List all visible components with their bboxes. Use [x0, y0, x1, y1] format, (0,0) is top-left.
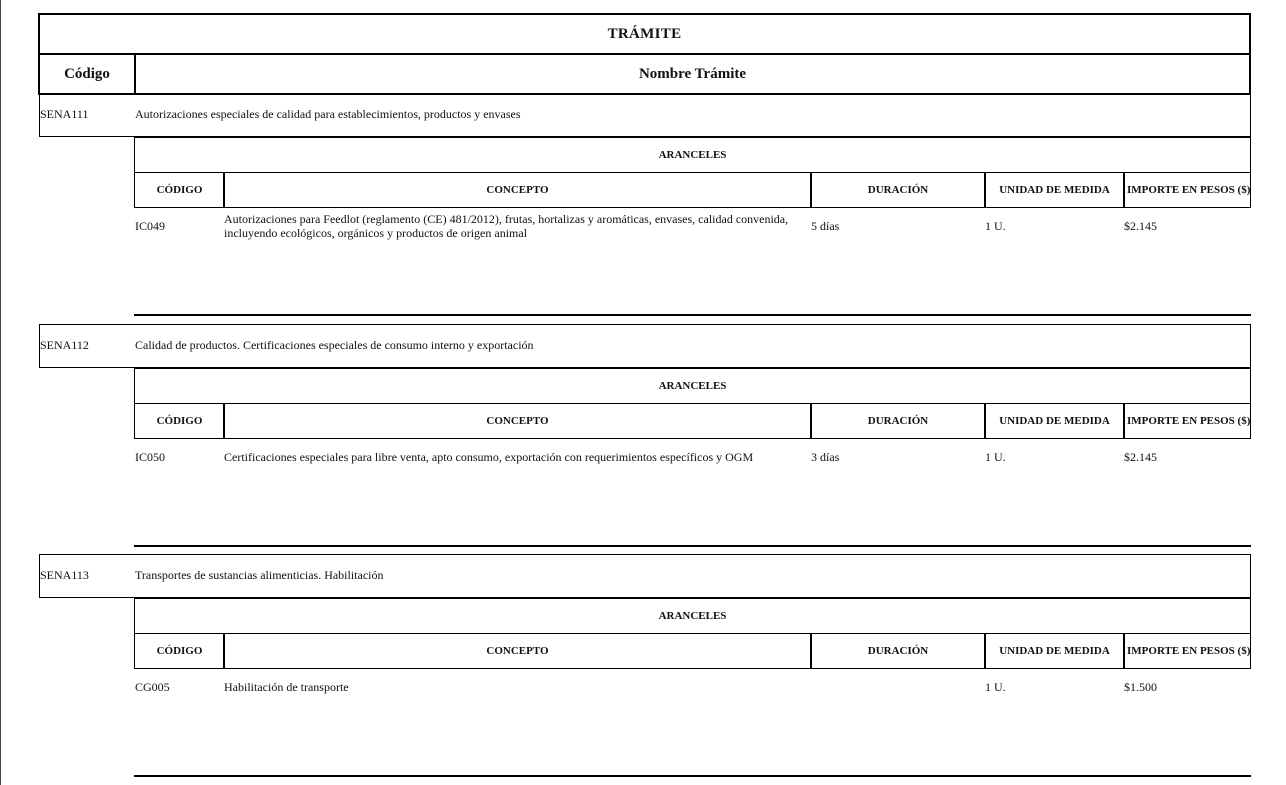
arancel-col-codigo: [134, 172, 225, 208]
arancel-col-codigo: [134, 403, 225, 439]
column-header-codigo-label: Código: [64, 65, 110, 82]
arancel-col-importe-label: IMPORTE EN PESOS ($): [1127, 645, 1251, 657]
arancel-col-importe: [1123, 403, 1251, 439]
arancel-col-concepto-label: CONCEPTO: [486, 184, 549, 196]
arancel-concepto: Autorizaciones para Feedlot (reglamento (CE) 481/2012), frutas, hortalizas y aromáticas, envases, calidad convenida, incluyendo ecológicos, orgánicos y productos de origen animal: [224, 212, 789, 240]
arancel-importe: $1.500: [1124, 680, 1157, 694]
arancel-col-importe: [1123, 172, 1251, 208]
arancel-col-codigo-label: CÓDIGO: [156, 184, 203, 196]
arancel-col-unidad: [984, 403, 1125, 439]
tramite-nombre: Autorizaciones especiales de calidad para establecimientos, productos y envases: [135, 107, 521, 121]
tramite-codigo: SENA113: [40, 568, 89, 582]
arancel-col-concepto-label: CONCEPTO: [486, 645, 549, 657]
arancel-codigo: CG005: [135, 680, 170, 694]
title-text: TRÁMITE: [607, 25, 682, 42]
tramite-codigo: SENA111: [40, 107, 89, 121]
arancel-col-duracion-label: DURACIÓN: [867, 645, 929, 657]
arancel-col-concepto-label: CONCEPTO: [486, 415, 549, 427]
section-divider: [134, 545, 1251, 547]
arancel-col-duracion: [810, 403, 986, 439]
arancel-col-unidad: [984, 633, 1125, 669]
arancel-col-concepto: [223, 172, 812, 208]
tramite-row: [39, 93, 1251, 137]
arancel-col-concepto: [223, 403, 812, 439]
arancel-col-concepto: [223, 633, 812, 669]
section-divider: [134, 775, 1251, 777]
arancel-col-unidad: [984, 172, 1125, 208]
aranceles-title-text: ARANCELES: [658, 610, 727, 622]
tramite-codigo: SENA112: [40, 338, 89, 352]
arancel-col-duracion: [810, 633, 986, 669]
aranceles-title-text: ARANCELES: [658, 149, 727, 161]
arancel-col-unidad-label: UNIDAD DE MEDIDA: [999, 184, 1110, 196]
aranceles-title-text: ARANCELES: [658, 380, 727, 392]
arancel-importe: $2.145: [1124, 450, 1157, 464]
arancel-col-unidad-label: UNIDAD DE MEDIDA: [999, 415, 1110, 427]
aranceles-title: [134, 598, 1251, 634]
arancel-importe: $2.145: [1124, 219, 1157, 233]
table-title: [38, 13, 1251, 55]
arancel-col-duracion-label: DURACIÓN: [867, 184, 929, 196]
tramite-row: [39, 554, 1251, 598]
arancel-concepto: Habilitación de transporte: [224, 680, 349, 694]
arancel-col-codigo: [134, 633, 225, 669]
page-left-border: [0, 0, 1, 785]
arancel-col-codigo-label: CÓDIGO: [156, 415, 203, 427]
arancel-unidad: 1 U.: [985, 450, 1006, 464]
arancel-col-duracion-label: DURACIÓN: [867, 415, 929, 427]
tramite-row: [39, 324, 1251, 368]
arancel-col-duracion: [810, 172, 986, 208]
column-header-nombre-label: Nombre Trámite: [638, 65, 747, 82]
arancel-concepto: Certificaciones especiales para libre venta, apto consumo, exportación con requerimientos específicos y OGM: [224, 450, 754, 464]
arancel-col-unidad-label: UNIDAD DE MEDIDA: [999, 645, 1110, 657]
arancel-col-importe-label: IMPORTE EN PESOS ($): [1127, 415, 1251, 427]
tramite-nombre: Transportes de sustancias alimenticias. Habilitación: [135, 568, 384, 582]
column-header-nombre: [134, 53, 1251, 95]
aranceles-title: [134, 368, 1251, 404]
arancel-codigo: IC049: [135, 219, 165, 233]
arancel-col-codigo-label: CÓDIGO: [156, 645, 203, 657]
tramite-nombre: Calidad de productos. Certificaciones especiales de consumo interno y exportación: [135, 338, 534, 352]
arancel-col-importe-label: IMPORTE EN PESOS ($): [1127, 184, 1251, 196]
arancel-unidad: 1 U.: [985, 680, 1006, 694]
arancel-unidad: 1 U.: [985, 219, 1006, 233]
arancel-col-importe: [1123, 633, 1251, 669]
aranceles-title: [134, 137, 1251, 173]
section-divider: [134, 314, 1251, 316]
column-header-codigo: [38, 53, 136, 95]
arancel-duracion: 3 días: [811, 450, 840, 464]
arancel-codigo: IC050: [135, 450, 165, 464]
arancel-duracion: 5 días: [811, 219, 840, 233]
